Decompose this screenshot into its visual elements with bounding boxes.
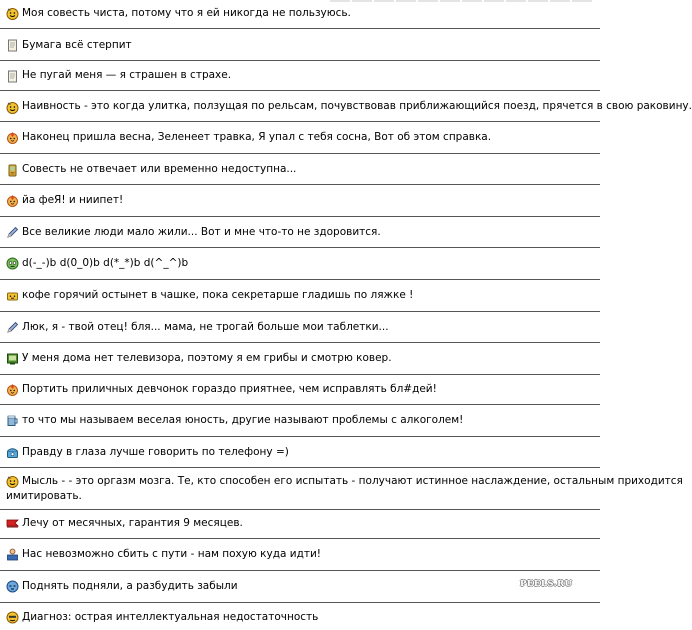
smiley-face-icon bbox=[6, 475, 19, 488]
status-text: Нас невозможно сбить с пути - нам похую куда идти! bbox=[22, 548, 321, 560]
status-row[interactable] bbox=[0, 122, 600, 154]
fire-icon bbox=[6, 383, 19, 396]
status-text: Наконец пришла весна, Зеленеет травка, Я упал с тебя сосна, Вот об этом справка. bbox=[22, 131, 492, 143]
status-text: Люк, я - твой отец! бля... мама, не трогай больше мои таблетки... bbox=[22, 321, 389, 333]
status-text-continuation: имитировать. bbox=[6, 490, 82, 502]
status-row[interactable] bbox=[0, 510, 600, 539]
status-text: Бумага всё стерпит bbox=[22, 39, 132, 51]
status-text: Лечу от месячных, гарантия 9 месяцев. bbox=[22, 517, 243, 529]
status-row[interactable] bbox=[0, 217, 600, 248]
status-row[interactable] bbox=[0, 468, 683, 510]
status-row[interactable] bbox=[0, 343, 600, 375]
status-row[interactable] bbox=[0, 0, 600, 29]
status-text: Все великие люди мало жили... Вот и мне что-то не здоровится. bbox=[22, 226, 381, 238]
status-row[interactable] bbox=[0, 571, 600, 603]
pencil-icon bbox=[6, 226, 19, 239]
tv-icon bbox=[6, 352, 19, 365]
smiley-face-icon bbox=[6, 101, 19, 114]
status-text: кофе горячий остынет в чашке, пока секретарше гладишь по ляжке ! bbox=[22, 289, 414, 301]
alien-face-icon bbox=[6, 257, 19, 270]
red-flag-icon bbox=[6, 518, 19, 531]
phone-off-icon bbox=[6, 164, 19, 177]
status-row[interactable] bbox=[0, 248, 600, 280]
person-at-computer-icon bbox=[6, 548, 19, 561]
status-text: йа феЯ! и ниипет! bbox=[22, 194, 124, 206]
status-text: d(-_-)b d(0_0)b d(*_*)b d(^_^)b bbox=[22, 257, 189, 269]
status-row[interactable] bbox=[0, 29, 600, 61]
telephone-icon bbox=[6, 446, 19, 459]
status-row[interactable] bbox=[0, 61, 600, 91]
smiley-face-icon bbox=[6, 611, 19, 624]
status-text: то что мы называем веселая юность, другие называют проблемы с алкоголем! bbox=[22, 414, 464, 426]
paper-sheet-icon bbox=[6, 39, 19, 52]
status-text: Портить приличных девчонок гораздо приятнее, чем исправлять бл#дей! bbox=[22, 383, 437, 395]
status-text: Поднять подняли, а разбудить забыли bbox=[22, 580, 238, 592]
paper-sheet-icon bbox=[6, 70, 19, 83]
status-row[interactable] bbox=[0, 375, 600, 405]
status-text: Диагноз: острая интеллектуальная недостаточность bbox=[22, 611, 319, 623]
site-watermark: PEELS.RU bbox=[520, 579, 573, 589]
coffee-cup-icon bbox=[6, 290, 19, 303]
beer-mug-icon bbox=[6, 414, 19, 427]
fire-icon bbox=[6, 131, 19, 144]
status-row[interactable] bbox=[0, 603, 600, 630]
fire-icon bbox=[6, 194, 19, 207]
status-row[interactable] bbox=[0, 405, 600, 437]
status-row[interactable] bbox=[0, 154, 600, 185]
status-row[interactable] bbox=[0, 185, 600, 217]
status-text: Не пугай меня — я страшен в страхе. bbox=[22, 69, 232, 81]
status-row[interactable] bbox=[0, 91, 692, 122]
status-text: Моя совесть чиста, потому что я ей никогда не пользуюсь. bbox=[22, 7, 351, 19]
pencil-icon bbox=[6, 321, 19, 334]
status-row[interactable] bbox=[0, 280, 600, 312]
status-text: Мысль - - это оргазм мозга. Те, кто способен его испытать - получают истинное наслаждение, остальным приходится bbox=[22, 475, 683, 487]
status-row[interactable] bbox=[0, 312, 600, 343]
sleeping-face-icon bbox=[6, 580, 19, 593]
status-text: Наивность - это когда улитка, ползущая по рельсам, почувствовав приближающийся поезд, прячется в свою раковину. bbox=[22, 100, 692, 112]
status-text: Правду в глаза лучше говорить по телефону =) bbox=[22, 446, 289, 458]
status-row[interactable] bbox=[0, 539, 600, 571]
status-row[interactable] bbox=[0, 437, 600, 468]
status-text: У меня дома нет телевизора, поэтому я ем грибы и смотрю ковер. bbox=[22, 352, 392, 364]
status-text: Совесть не отвечает или временно недоступна... bbox=[22, 163, 297, 175]
smiley-face-icon bbox=[6, 7, 19, 20]
